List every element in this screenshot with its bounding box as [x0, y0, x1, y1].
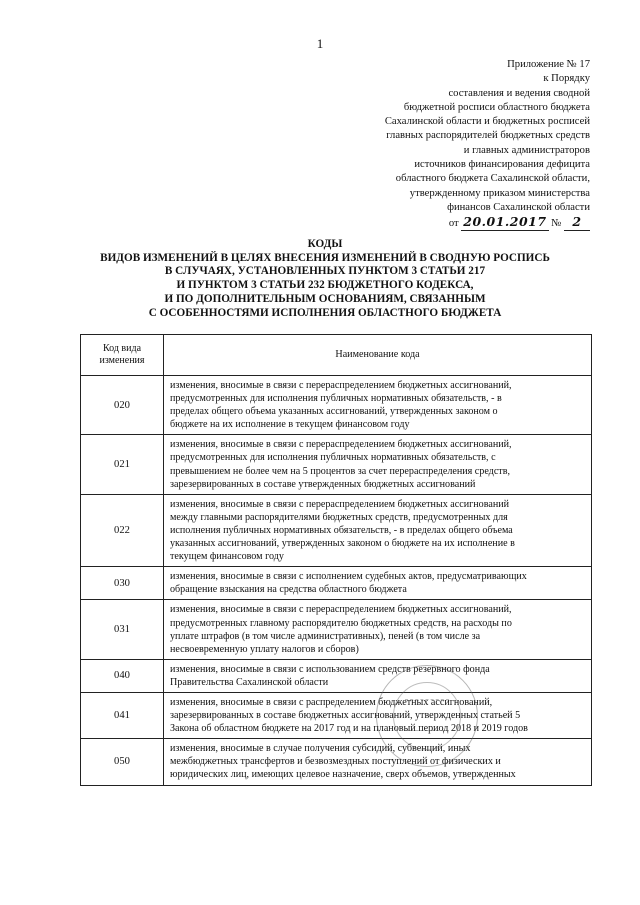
heading-line: С ОСОБЕННОСТЯМИ ИСПОЛНЕНИЯ ОБЛАСТНОГО БЮДЖЕТА: [148, 306, 502, 319]
date-prefix: от: [448, 218, 459, 230]
appendix-line: составления и ведения сводной: [448, 87, 590, 99]
order-date-line: [330, 215, 590, 231]
appendix-line: и главных администраторов: [463, 144, 590, 156]
desc-line: предусмотренных для исполнения публичных нормативных обязательств, с: [170, 452, 496, 464]
row-description: [164, 567, 592, 600]
appendix-line: утвержденному приказом министерства: [409, 187, 590, 199]
desc-line: обращение взыскания на средства областного бюджета: [170, 584, 407, 596]
heading-line: ВИДОВ ИЗМЕНЕНИЙ В ЦЕЛЯХ ВНЕСЕНИЯ ИЗМЕНЕНИЙ В СВОДНУЮ РОСПИСЬ: [100, 251, 550, 264]
row-description: [164, 435, 592, 494]
table-header-row: [81, 335, 592, 376]
desc-line: изменения, вносимые в случае получения субсидий, субвенций, иных: [170, 743, 471, 755]
table-row: [81, 435, 592, 494]
appendix-line: источников финансирования дефицита: [414, 159, 590, 171]
row-code: 020: [81, 376, 164, 435]
desc-line: исполнения публичных нормативных обязательств, - в пределах общего объема: [170, 524, 513, 536]
appendix-line: областного бюджета Сахалинской области,: [395, 173, 590, 185]
codes-table: [80, 334, 592, 786]
desc-line: пределах общего объема указанных ассигнований, утвержденных законом о: [170, 406, 498, 418]
table-row: [81, 692, 592, 738]
desc-line: несвоевременную уплату налогов и сборов): [170, 643, 359, 655]
desc-line: предусмотренных для исполнения публичных нормативных обязательств, - в: [170, 393, 502, 405]
row-code: 041: [81, 692, 164, 738]
heading-line: КОДЫ: [307, 238, 343, 250]
table-row: [81, 600, 592, 659]
heading-line: В СЛУЧАЯХ, УСТАНОВЛЕННЫХ ПУНКТОМ 3 СТАТЬИ 217: [164, 265, 486, 278]
desc-line: изменения, вносимые в связи с исполнением судебных актов, предусматривающих: [170, 571, 527, 583]
desc-line: юридических лиц, имеющих целевое назначение, сверх объемов, утвержденных: [170, 769, 516, 781]
appendix-line: Сахалинской области и бюджетных росписей: [384, 116, 590, 128]
desc-line: изменения, вносимые в связи с распределением бюджетных ассигнований,: [170, 696, 493, 708]
desc-line: уплате штрафов (в том числе административных), пеней (в том числе за: [170, 630, 481, 642]
row-description: [164, 494, 592, 566]
row-description: [164, 739, 592, 785]
heading-line: И ПУНКТОМ 3 СТАТЬИ 232 БЮДЖЕТНОГО КОДЕКСА,: [176, 279, 474, 292]
row-description: [164, 659, 592, 692]
desc-line: указанных ассигнований, утвержденных законом о бюджете на их исполнение в: [170, 538, 515, 550]
desc-line: предусмотренных главному распорядителю бюджетных средств, на расходы по: [170, 617, 512, 629]
column-header-code: [81, 335, 164, 376]
row-code: 030: [81, 567, 164, 600]
desc-line: зарезервированных в составе бюджетных ассигнований, утвержденных статьей 5: [170, 710, 521, 722]
row-code: 021: [81, 435, 164, 494]
desc-line: изменения, вносимые в связи с перераспределением бюджетных ассигнований,: [170, 604, 512, 616]
table-row: [81, 567, 592, 600]
desc-line: Закона об областном бюджете на 2017 год и на плановый период 2018 и 2019 годов: [170, 723, 528, 735]
row-code: 050: [81, 739, 164, 785]
heading-line: И ПО ДОПОЛНИТЕЛЬНЫМ ОСНОВАНИЯМ, СВЯЗАННЫМ: [164, 292, 486, 305]
number-prefix: №: [551, 218, 562, 230]
table-row: [81, 494, 592, 566]
desc-line: Правительства Сахалинской области: [170, 676, 329, 688]
appendix-line: главных распорядителей бюджетных средств: [386, 130, 590, 142]
desc-line: зарезервированных в составе утвержденных бюджетных ассигнований: [170, 478, 476, 490]
row-code: 040: [81, 659, 164, 692]
handwritten-number: 2: [564, 215, 590, 230]
appendix-line: финансов Сахалинской области: [447, 201, 590, 213]
row-code: 031: [81, 600, 164, 659]
appendix-line: к Порядку: [543, 73, 590, 85]
column-header-code-line: изменения: [99, 355, 145, 366]
page-number: 1: [316, 36, 324, 51]
column-header-code-line: Код вида: [102, 343, 142, 354]
appendix-block: [330, 58, 590, 232]
desc-line: изменения, вносимые в связи с использованием средств резервного фонда: [170, 663, 490, 675]
row-description: [164, 600, 592, 659]
row-description: [164, 376, 592, 435]
table-row: [81, 739, 592, 785]
desc-line: между главными распорядителями бюджетных средств, предусмотренных для: [170, 511, 508, 523]
column-header-name: Наименование кода: [164, 335, 592, 376]
row-description: [164, 692, 592, 738]
desc-line: межбюджетных трансфертов и безвозмездных поступлений от физических и: [170, 756, 501, 768]
row-code: 022: [81, 494, 164, 566]
desc-line: изменения, вносимые в связи с перераспределением бюджетных ассигнований,: [170, 380, 512, 391]
desc-line: изменения, вносимые в связи с перераспределением бюджетных ассигнований,: [170, 439, 512, 451]
handwritten-date: 20.01.2017: [463, 214, 547, 230]
document-heading: [60, 238, 590, 320]
table-row: [81, 376, 592, 435]
desc-line: текущем финансовом году: [170, 551, 284, 563]
appendix-line: Приложение № 17: [507, 59, 590, 70]
desc-line: изменения, вносимые в связи с перераспределением бюджетных ассигнований: [170, 498, 510, 510]
desc-line: превышением не более чем на 5 процентов за счет перераспределения средств,: [170, 465, 510, 477]
appendix-line: бюджетной росписи областного бюджета: [403, 101, 590, 113]
table-row: [81, 659, 592, 692]
desc-line: бюджете на их исполнение в текущем финансовом году: [170, 419, 410, 431]
